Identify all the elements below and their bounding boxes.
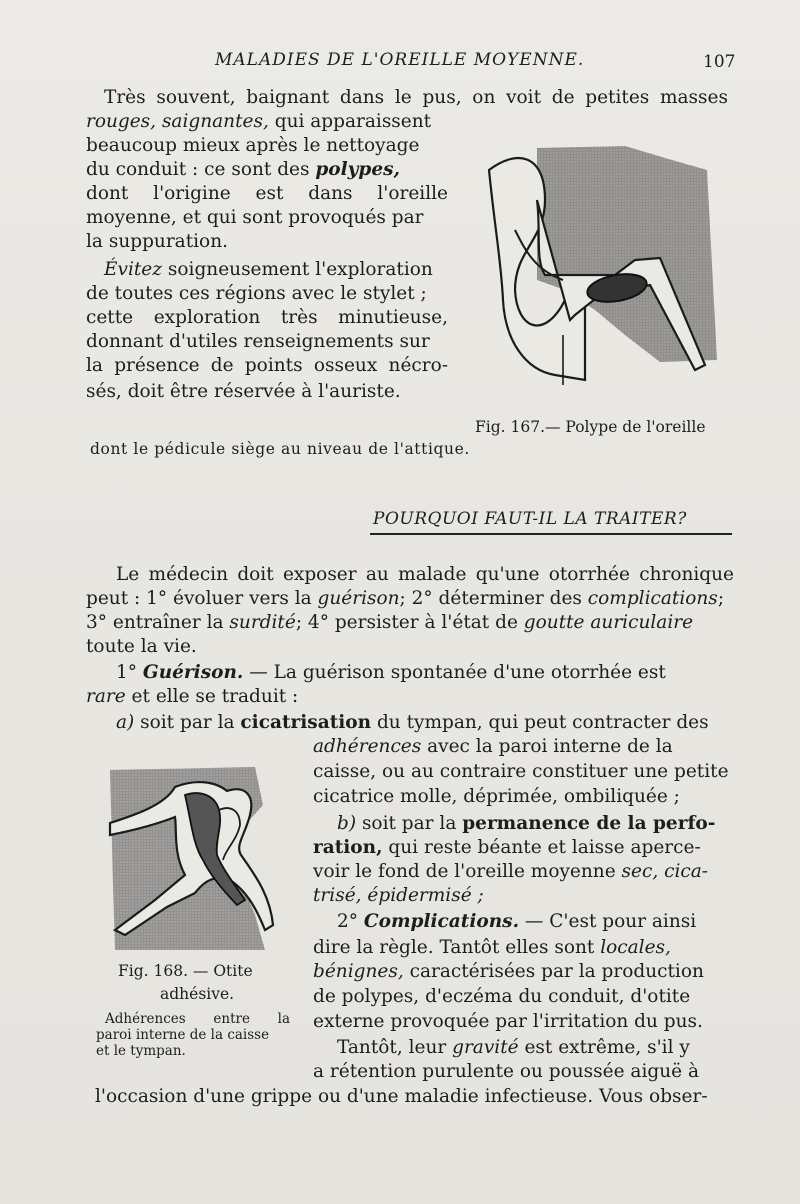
section-heading-rule: [370, 533, 732, 535]
para2-line3: cette exploration très minutieuse,: [86, 307, 448, 328]
para1-line3: beaucoup mieux après le nettoyage: [86, 135, 420, 156]
para1-line5: dont l'origine est dans l'oreille: [86, 183, 448, 204]
guerison-a-line4: cicatrice molle, déprimée, ombiliquée ;: [313, 786, 680, 807]
figure-168-caption-line2: adhésive.: [160, 985, 235, 1003]
para1-line4: du conduit : ce sont des polypes,: [86, 159, 400, 180]
figure-167-caption-line1: Fig. 167.— Polype de l'oreille: [475, 418, 706, 436]
para2-line6: sés, doit être réservée à l'auriste.: [86, 381, 401, 402]
figure-168-illustration: [105, 765, 275, 950]
guerison-line1: 1° Guérison. — La guérison spontanée d'une otorrhée est: [116, 662, 666, 683]
para2-line2: de toutes ces régions avec le stylet ;: [86, 283, 427, 304]
complications-line6: Tantôt, leur gravité est extrême, s'il y: [337, 1037, 690, 1058]
para1-line6: moyenne, et qui sont provoqués par: [86, 207, 424, 228]
figure-168-note-line2: paroi interne de la caisse: [96, 1027, 270, 1043]
complications-line1: 2° Complications. — C'est pour ainsi: [337, 911, 697, 932]
para3-line1: Le médecin doit exposer au malade qu'une otorrhée chronique: [116, 564, 734, 585]
complications-line3: bénignes, caractérisées par la production: [313, 961, 704, 982]
guerison-line2: rare et elle se traduit :: [86, 686, 299, 707]
complications-line5: externe provoquée par l'irritation du pus.: [313, 1011, 703, 1032]
figure-168-note-line3: et le tympan.: [96, 1043, 186, 1059]
figure-167-illustration: [475, 140, 725, 400]
para1-line2: rouges, saignantes, qui apparaissent: [86, 111, 432, 132]
para2-line4: donnant d'utiles renseignements sur: [86, 331, 430, 352]
guerison-b-line4: trisé, épidermisé ;: [313, 885, 484, 906]
complications-line4: de polypes, d'eczéma du conduit, d'otite: [313, 986, 691, 1007]
guerison-b-line3: voir le fond de l'oreille moyenne sec, cica-: [313, 861, 709, 882]
figure-168-caption-line1: Fig. 168. — Otite: [118, 962, 253, 980]
page-number: 107: [703, 52, 736, 72]
section-heading: POURQUOI FAUT-IL LA TRAITER?: [373, 509, 687, 529]
para3-line4: toute la vie.: [86, 636, 197, 657]
guerison-a-line1: a) soit par la cicatrisation du tympan, qui peut contracter des: [116, 712, 709, 733]
para3-line2: peut : 1° évoluer vers la guérison; 2° déterminer des complications;: [86, 588, 725, 609]
figure-168-note-line1: Adhérences entre la: [105, 1011, 290, 1027]
para2-line1: Évitez soigneusement l'exploration: [104, 259, 433, 280]
para2-line5: la présence de points osseux nécro-: [86, 355, 448, 376]
running-head: MALADIES DE L'OREILLE MOYENNE.: [215, 50, 585, 70]
figure-167-caption-line2: dont le pédicule siège au niveau de l'attique.: [90, 440, 470, 458]
para1-line7: la suppuration.: [86, 231, 228, 252]
guerison-a-line3: caisse, ou au contraire constituer une petite: [313, 761, 729, 782]
complications-line2: dire la règle. Tantôt elles sont locales,: [313, 937, 671, 958]
para3-line3: 3° entraîner la surdité; 4° persister à l'état de goutte auriculaire: [86, 612, 694, 633]
guerison-b-line2: ration, qui reste béante et laisse aperce-: [313, 837, 701, 858]
complications-line8: l'occasion d'une grippe ou d'une maladie infectieuse. Vous obser-: [95, 1086, 708, 1107]
guerison-b-line1: b) soit par la permanence de la perfo-: [337, 813, 716, 834]
guerison-a-line2: adhérences avec la paroi interne de la: [313, 736, 673, 757]
para1-line1: Très souvent, baignant dans le pus, on voit de petites masses: [104, 87, 728, 108]
complications-line7: a rétention purulente ou poussée aiguë à: [313, 1061, 699, 1082]
